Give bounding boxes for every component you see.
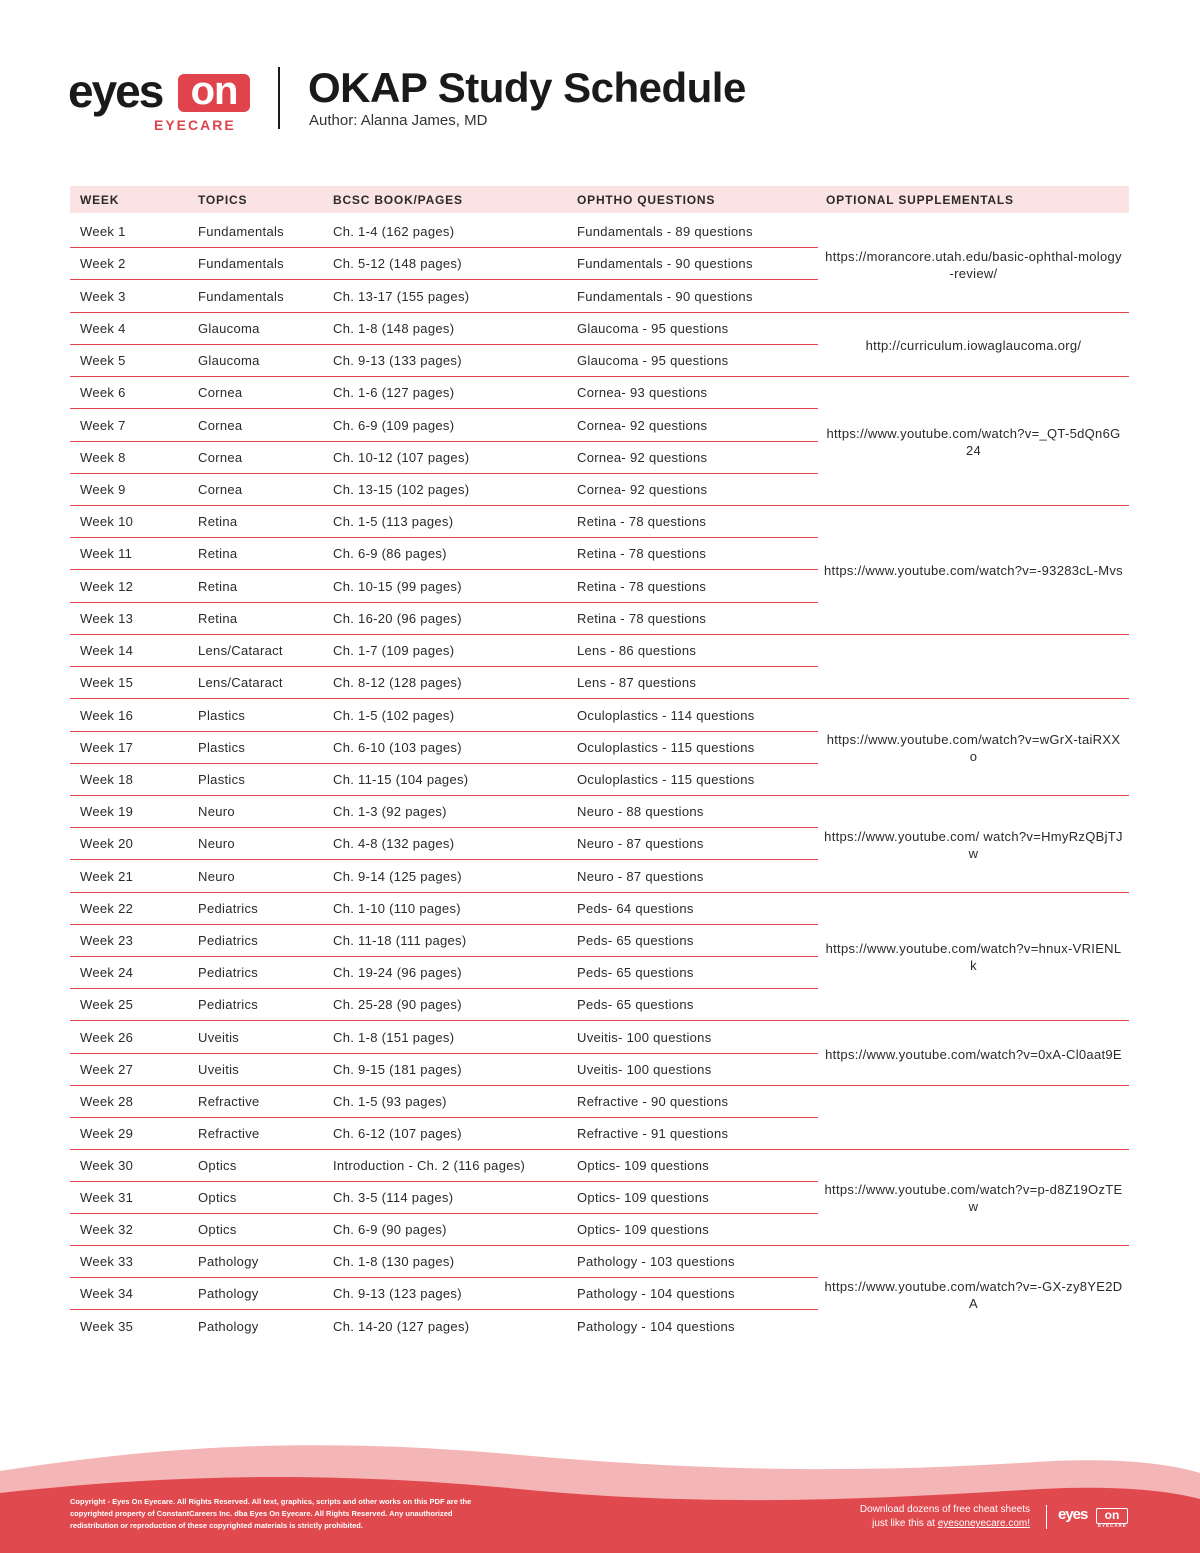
supplemental-link[interactable]: https://www.youtube.com/watch?v=_QT-5dQn6G24 xyxy=(826,425,1121,458)
pages-cell: Ch. 6-10 (103 pages) xyxy=(333,740,462,755)
week-cell: Week 30 xyxy=(80,1158,134,1173)
topic-cell: Pathology xyxy=(198,1254,259,1269)
week-cell: Week 24 xyxy=(80,965,134,980)
table-row xyxy=(70,861,818,893)
week-cell: Week 15 xyxy=(80,675,134,690)
logo-on-badge: on xyxy=(178,74,250,112)
supplemental-link[interactable]: https://www.youtube.com/watch?v=p-d8Z19OzTEw xyxy=(824,1182,1123,1214)
table-row xyxy=(70,732,818,764)
pages-cell: Ch. 11-18 (111 pages) xyxy=(333,933,467,948)
supplemental-link[interactable]: https://morancore.utah.edu/basic-ophthal-mology-review/ xyxy=(825,248,1122,281)
table-row xyxy=(70,410,818,442)
row-divider xyxy=(70,279,818,280)
questions-cell: Pathology - 104 questions xyxy=(577,1286,735,1301)
week-cell: Week 34 xyxy=(80,1286,134,1301)
pages-cell: Ch. 10-15 (99 pages) xyxy=(333,579,462,594)
table-row xyxy=(70,1022,818,1054)
questions-cell: Cornea- 93 questions xyxy=(577,385,708,400)
table-row xyxy=(70,796,818,828)
topic-cell: Glaucoma xyxy=(198,353,260,368)
table-row xyxy=(70,667,818,699)
topic-cell: Pediatrics xyxy=(198,997,259,1012)
topic-cell: Cornea xyxy=(198,482,243,497)
week-cell: Week 11 xyxy=(80,546,133,561)
questions-cell: Peds- 65 questions xyxy=(577,997,694,1012)
eyes-on-eyecare-logo xyxy=(68,65,253,134)
questions-cell: Pathology - 103 questions xyxy=(577,1254,735,1269)
week-cell: Week 1 xyxy=(80,224,126,239)
pages-cell: Ch. 1-8 (130 pages) xyxy=(333,1254,455,1269)
topic-cell: Cornea xyxy=(198,385,243,400)
supplemental-link[interactable]: https://www.youtube.com/watch?v=wGrX-taiRXXo xyxy=(826,732,1121,764)
topic-cell: Cornea xyxy=(198,418,243,433)
questions-cell: Peds- 65 questions xyxy=(577,933,694,948)
supplemental-link[interactable]: https://www.youtube.com/watch?v=hnux-VRIENLk xyxy=(825,941,1122,973)
questions-cell: Uveitis- 100 questions xyxy=(577,1030,712,1045)
topic-cell: Glaucoma xyxy=(198,321,260,336)
pages-cell: Ch. 9-13 (133 pages) xyxy=(333,353,462,368)
pages-cell: Ch. 1-7 (109 pages) xyxy=(333,643,455,658)
week-cell: Week 18 xyxy=(80,772,134,787)
topic-cell: Neuro xyxy=(198,836,235,851)
week-cell: Week 16 xyxy=(80,708,134,723)
table-row xyxy=(70,700,818,732)
topic-cell: Lens/Cataract xyxy=(198,643,283,658)
questions-cell: Retina - 78 questions xyxy=(577,546,707,561)
week-cell: Week 5 xyxy=(80,353,126,368)
footer-logo-eyes: eyes xyxy=(1058,1506,1088,1523)
week-cell: Week 6 xyxy=(80,385,126,400)
table-row xyxy=(70,506,818,538)
table-row xyxy=(70,538,818,570)
questions-cell: Neuro - 87 questions xyxy=(577,869,704,884)
table-header xyxy=(70,186,1129,213)
logo-eyes-text: eyes xyxy=(68,65,163,117)
supplemental-divider xyxy=(818,1020,1129,1021)
pages-cell: Ch. 10-12 (107 pages) xyxy=(333,450,470,465)
pages-cell: Ch. 6-9 (90 pages) xyxy=(333,1222,447,1237)
table-row xyxy=(70,828,818,860)
supplemental-divider xyxy=(818,698,1129,699)
col-header-week: WEEK xyxy=(80,193,120,207)
supplemental-link[interactable]: https://www.youtube.com/watch?v=-GX-zy8YE2DA xyxy=(824,1278,1123,1311)
pages-cell: Ch. 6-9 (109 pages) xyxy=(333,418,455,433)
topic-cell: Fundamentals xyxy=(198,256,284,271)
footer-logo-eyecare: EYECARE xyxy=(1098,1523,1127,1528)
website-link[interactable]: eyesoneyecare.com! xyxy=(937,1518,1030,1529)
questions-cell: Glaucoma - 95 questions xyxy=(577,353,729,368)
table-row xyxy=(70,377,818,409)
week-cell: Week 21 xyxy=(80,869,134,884)
page-header xyxy=(68,62,1128,132)
table-row xyxy=(70,764,818,796)
topic-cell: Plastics xyxy=(198,708,246,723)
week-cell: Week 3 xyxy=(80,289,126,304)
footer-logo xyxy=(1058,1506,1130,1528)
week-cell: Week 10 xyxy=(80,514,134,529)
topic-cell: Plastics xyxy=(198,772,246,787)
supplemental-cell xyxy=(818,313,1129,377)
pages-cell: Ch. 6-12 (107 pages) xyxy=(333,1126,462,1141)
week-cell: Week 2 xyxy=(80,256,126,271)
table-row xyxy=(70,925,818,957)
footer-divider xyxy=(1046,1505,1047,1529)
pages-cell: Ch. 13-15 (102 pages) xyxy=(333,482,470,497)
supplemental-cell xyxy=(818,377,1129,506)
supplemental-cell xyxy=(818,1246,1129,1343)
col-header-topics: TOPICS xyxy=(198,193,248,207)
pages-cell: Ch. 1-8 (151 pages) xyxy=(333,1030,455,1045)
week-cell: Week 35 xyxy=(80,1319,134,1334)
questions-cell: Optics- 109 questions xyxy=(577,1222,710,1237)
row-divider xyxy=(70,1309,818,1310)
week-cell: Week 22 xyxy=(80,901,134,916)
logo-eyecare-text: EYECARE xyxy=(154,117,236,133)
topic-cell: Retina xyxy=(198,579,238,594)
table-row xyxy=(70,1086,818,1118)
topic-cell: Optics xyxy=(198,1222,237,1237)
table-row xyxy=(70,1246,818,1278)
col-header-bcsc: BCSC BOOK/PAGES xyxy=(333,193,463,207)
questions-cell: Lens - 86 questions xyxy=(577,643,697,658)
week-cell: Week 14 xyxy=(80,643,134,658)
week-cell: Week 13 xyxy=(80,611,134,626)
questions-cell: Lens - 87 questions xyxy=(577,675,697,690)
topic-cell: Cornea xyxy=(198,450,243,465)
questions-cell: Peds- 64 questions xyxy=(577,901,694,916)
table-row xyxy=(70,1054,818,1086)
schedule-table xyxy=(70,186,1129,1334)
pages-cell: Ch. 5-12 (148 pages) xyxy=(333,256,462,271)
week-cell: Week 12 xyxy=(80,579,134,594)
questions-cell: Fundamentals - 89 questions xyxy=(577,224,753,239)
week-cell: Week 33 xyxy=(80,1254,134,1269)
row-divider xyxy=(70,859,818,860)
footer-logo-on: on xyxy=(1096,1508,1128,1524)
week-cell: Week 26 xyxy=(80,1030,134,1045)
questions-cell: Oculoplastics - 115 questions xyxy=(577,772,755,787)
download-line-1: Download dozens of free cheat sheets xyxy=(859,1504,1030,1515)
pages-cell: Ch. 19-24 (96 pages) xyxy=(333,965,462,980)
week-cell: Week 27 xyxy=(80,1062,134,1077)
supplemental-cell xyxy=(818,1086,1129,1150)
table-row xyxy=(70,603,818,635)
questions-cell: Refractive - 91 questions xyxy=(577,1126,729,1141)
questions-cell: Neuro - 87 questions xyxy=(577,836,704,851)
table-row xyxy=(70,1311,818,1343)
col-header-supplementals: OPTIONAL SUPPLEMENTALS xyxy=(826,193,1014,207)
pages-cell: Ch. 1-4 (162 pages) xyxy=(333,224,455,239)
pages-cell: Ch. 8-12 (128 pages) xyxy=(333,675,462,690)
table-row xyxy=(70,1182,818,1214)
pages-cell: Ch. 14-20 (127 pages) xyxy=(333,1319,470,1334)
week-cell: Week 8 xyxy=(80,450,126,465)
page-title: OKAP Study Schedule xyxy=(308,64,746,111)
supplemental-cell xyxy=(818,893,1129,1021)
supplemental-cell xyxy=(818,1022,1129,1086)
topic-cell: Pathology xyxy=(198,1319,259,1334)
table-row xyxy=(70,345,818,377)
topic-cell: Neuro xyxy=(198,804,235,819)
pages-cell: Ch. 1-6 (127 pages) xyxy=(333,385,455,400)
questions-cell: Retina - 78 questions xyxy=(577,579,707,594)
header-divider xyxy=(278,67,280,129)
footer-wave xyxy=(0,1433,1200,1553)
table-row xyxy=(70,281,818,313)
row-divider xyxy=(70,698,818,699)
topic-cell: Pediatrics xyxy=(198,933,259,948)
pages-cell: Ch. 16-20 (96 pages) xyxy=(333,611,462,626)
questions-cell: Oculoplastics - 115 questions xyxy=(577,740,755,755)
questions-cell: Oculoplastics - 114 questions xyxy=(577,708,755,723)
pages-cell: Ch. 25-28 (90 pages) xyxy=(333,997,462,1012)
supplemental-cell xyxy=(818,1150,1129,1246)
table-row xyxy=(70,957,818,989)
pages-cell: Ch. 9-15 (181 pages) xyxy=(333,1062,462,1077)
table-row xyxy=(70,248,818,280)
pages-cell: Ch. 9-13 (123 pages) xyxy=(333,1286,462,1301)
supplemental-cell xyxy=(818,635,1129,699)
topic-cell: Uveitis xyxy=(198,1062,240,1077)
topic-cell: Lens/Cataract xyxy=(198,675,283,690)
week-cell: Week 17 xyxy=(80,740,134,755)
pages-cell: Ch. 11-15 (104 pages) xyxy=(333,772,469,787)
week-cell: Week 28 xyxy=(80,1094,134,1109)
questions-cell: Uveitis- 100 questions xyxy=(577,1062,712,1077)
topic-cell: Fundamentals xyxy=(198,224,284,239)
week-cell: Week 20 xyxy=(80,836,134,851)
topic-cell: Refractive xyxy=(198,1094,260,1109)
topic-cell: Pediatrics xyxy=(198,965,259,980)
week-cell: Week 19 xyxy=(80,804,134,819)
week-cell: Week 25 xyxy=(80,997,134,1012)
supplemental-link[interactable]: http://curriculum.iowaglaucoma.org/ xyxy=(865,337,1082,353)
table-row xyxy=(70,635,818,667)
pages-cell: Ch. 1-10 (110 pages) xyxy=(333,901,461,916)
topic-cell: Refractive xyxy=(198,1126,260,1141)
table-row xyxy=(70,989,818,1021)
week-cell: Week 9 xyxy=(80,482,126,497)
questions-cell: Glaucoma - 95 questions xyxy=(577,321,729,336)
supplemental-link[interactable]: https://www.youtube.com/watch?v=-93283cL-Mvs xyxy=(824,563,1123,578)
footer xyxy=(0,1433,1200,1553)
table-row xyxy=(70,1278,818,1310)
pages-cell: Ch. 6-9 (86 pages) xyxy=(333,546,447,561)
table-row xyxy=(70,442,818,474)
pages-cell: Ch. 4-8 (132 pages) xyxy=(333,836,455,851)
pages-cell: Ch. 13-17 (155 pages) xyxy=(333,289,470,304)
pages-cell: Ch. 1-5 (102 pages) xyxy=(333,708,455,723)
table-row xyxy=(70,1118,818,1150)
row-divider xyxy=(70,569,818,570)
topic-cell: Neuro xyxy=(198,869,235,884)
topic-cell: Optics xyxy=(198,1190,237,1205)
topic-cell: Pediatrics xyxy=(198,901,259,916)
pages-cell: Ch. 9-14 (125 pages) xyxy=(333,869,462,884)
pages-cell: Ch. 1-8 (148 pages) xyxy=(333,321,455,336)
table-row xyxy=(70,474,818,506)
questions-cell: Cornea- 92 questions xyxy=(577,482,708,497)
pages-cell: Ch. 1-5 (93 pages) xyxy=(333,1094,447,1109)
supplemental-cell xyxy=(818,506,1129,635)
table-row xyxy=(70,313,818,345)
table-row xyxy=(70,893,818,925)
topic-cell: Retina xyxy=(198,514,238,529)
questions-cell: Fundamentals - 90 questions xyxy=(577,289,753,304)
row-divider xyxy=(70,408,818,409)
questions-cell: Optics- 109 questions xyxy=(577,1190,710,1205)
questions-cell: Cornea- 92 questions xyxy=(577,418,708,433)
questions-cell: Retina - 78 questions xyxy=(577,514,707,529)
week-cell: Week 23 xyxy=(80,933,134,948)
supplemental-link[interactable]: https://www.youtube.com/ watch?v=HmyRzQBjTJw xyxy=(824,828,1123,861)
author-line: Author: Alanna James, MD xyxy=(309,112,488,129)
week-cell: Week 7 xyxy=(80,418,126,433)
download-line-2: just like this at eyesoneyecare.com! xyxy=(872,1518,1030,1529)
topic-cell: Plastics xyxy=(198,740,246,755)
pages-cell: Ch. 1-3 (92 pages) xyxy=(333,804,447,819)
pages-cell: Ch. 1-5 (113 pages) xyxy=(333,514,454,529)
supplemental-link[interactable]: https://www.youtube.com/watch?v=0xA-Cl0aat9E xyxy=(825,1046,1122,1062)
topic-cell: Retina xyxy=(198,611,238,626)
supplemental-cell xyxy=(818,796,1129,893)
questions-cell: Peds- 65 questions xyxy=(577,965,694,980)
questions-cell: Refractive - 90 questions xyxy=(577,1094,729,1109)
questions-cell: Neuro - 88 questions xyxy=(577,804,704,819)
table-row xyxy=(70,571,818,603)
questions-cell: Fundamentals - 90 questions xyxy=(577,256,753,271)
questions-cell: Optics- 109 questions xyxy=(577,1158,710,1173)
supplemental-cell xyxy=(818,700,1129,796)
questions-cell: Cornea- 92 questions xyxy=(577,450,708,465)
questions-cell: Pathology - 104 questions xyxy=(577,1319,735,1334)
table-row xyxy=(70,1150,818,1182)
table-row xyxy=(70,216,818,248)
questions-cell: Retina - 78 questions xyxy=(577,611,707,626)
week-cell: Week 29 xyxy=(80,1126,134,1141)
topic-cell: Pathology xyxy=(198,1286,259,1301)
table-row xyxy=(70,1214,818,1246)
week-cell: Week 32 xyxy=(80,1222,134,1237)
week-cell: Week 4 xyxy=(80,321,126,336)
pages-cell: Ch. 3-5 (114 pages) xyxy=(333,1190,454,1205)
topic-cell: Fundamentals xyxy=(198,289,284,304)
row-divider xyxy=(70,1020,818,1021)
col-header-questions: OPHTHO QUESTIONS xyxy=(577,193,716,207)
topic-cell: Retina xyxy=(198,546,238,561)
download-promo xyxy=(820,1503,1030,1531)
copyright-notice: Copyright - Eyes On Eyecare. All Rights Reserved. All text, graphics, scripts and other works on this PDF are the copyrighted property of ConstantCareers Inc. dba Eyes On Eyecare. All Rights Reserved. Any unauthorized redistribution or reproduction of these copyrighted materials is strictly prohibited. xyxy=(70,1497,472,1530)
topic-cell: Uveitis xyxy=(198,1030,240,1045)
topic-cell: Optics xyxy=(198,1158,237,1173)
pages-cell: Introduction - Ch. 2 (116 pages) xyxy=(333,1158,526,1173)
supplemental-cell xyxy=(818,216,1129,313)
week-cell: Week 31 xyxy=(80,1190,134,1205)
